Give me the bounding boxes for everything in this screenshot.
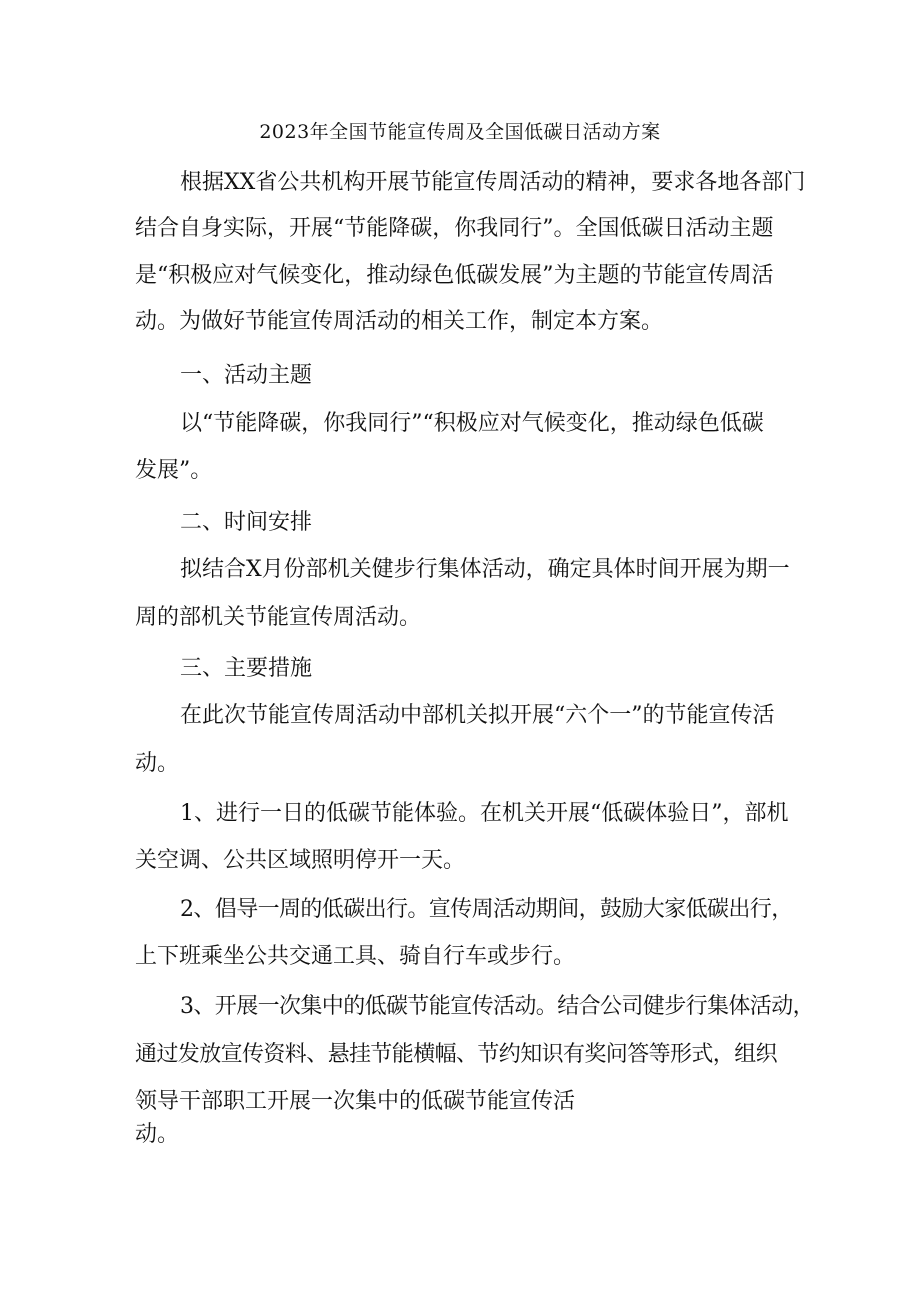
paragraph-theme-line-1: 以“节能降碳，你我同行”“积极应对气候变化，推动绿色低碳: [180, 411, 764, 436]
measure-3-line-3: 领导干部职工开展一次集中的低碳节能宣传活: [135, 1089, 576, 1114]
paragraph-schedule-line-2: 周的部机关节能宣传周活动。: [135, 605, 422, 630]
measure-3-line-2: 通过发放宣传资料、悬挂节能横幅、节约知识有奖问答等形式，组织: [135, 1042, 778, 1067]
measure-1-line-1: 1、进行一日的低碳节能体验。在机关开展“低碳体验日”，部机: [180, 801, 789, 826]
paragraph-intro-line-3: 是“积极应对气候变化，推动绿色低碳发展”为主题的节能宣传周活: [135, 263, 774, 288]
paragraph-schedule-line-1: 拟结合X月份部机关健步行集体活动，确定具体时间开展为期一: [180, 557, 790, 582]
measure-2-line-1: 2、倡导一周的低碳出行。宣传周活动期间，鼓励大家低碳出行，: [180, 897, 793, 922]
document-title: 2023年全国节能宣传周及全国低碳日活动方案: [259, 121, 661, 143]
paragraph-intro-line-4: 动。为做好节能宣传周活动的相关工作，制定本方案。: [135, 309, 664, 334]
paragraph-measures-line-2: 动。: [135, 751, 180, 776]
measure-3-line-4: 动。: [135, 1122, 180, 1147]
paragraph-intro-line-1: 根据XX省公共机构开展节能宣传周活动的精神，要求各地各部门: [180, 170, 806, 195]
measure-3-line-1: 3、开展一次集中的低碳节能宣传活动。结合公司健步行集体活动，: [180, 994, 814, 1019]
section-heading-schedule: 二、时间安排: [180, 510, 313, 535]
paragraph-measures-line-1: 在此次节能宣传周活动中部机关拟开展“六个一”的节能宣传活: [180, 703, 775, 728]
paragraph-theme-line-2: 发展”。: [135, 458, 213, 483]
section-heading-theme: 一、活动主题: [180, 363, 313, 388]
measure-2-line-2: 上下班乘坐公共交通工具、骑自行车或步行。: [135, 944, 576, 969]
paragraph-intro-line-2: 结合自身实际，开展“节能降碳，你我同行”。全国低碳日活动主题: [135, 216, 774, 241]
section-heading-measures: 三、主要措施: [180, 656, 313, 681]
measure-1-line-2: 关空调、公共区域照明停开一天。: [135, 848, 466, 873]
